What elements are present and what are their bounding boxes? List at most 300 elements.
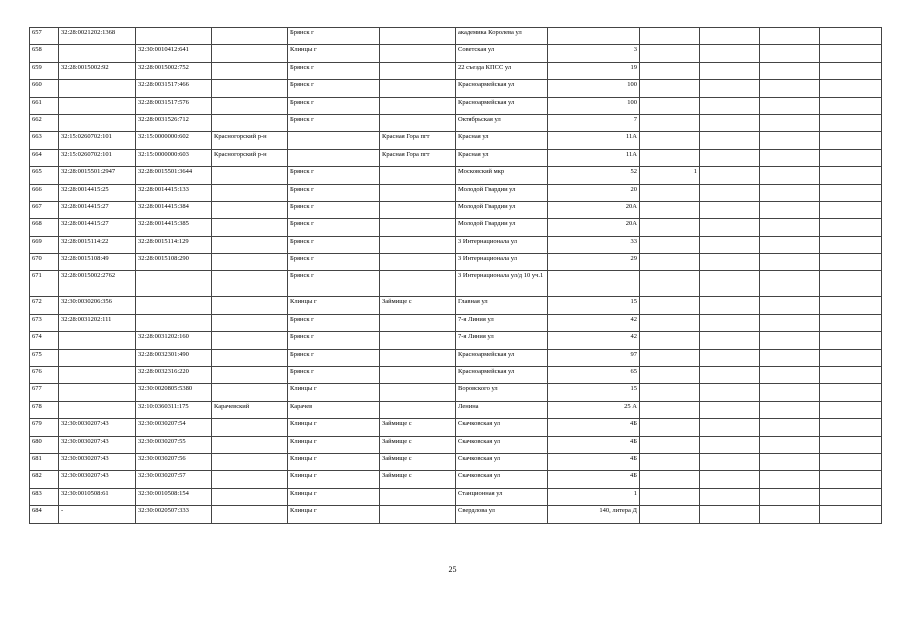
cell-city: Брянск г xyxy=(288,349,380,366)
cell-building xyxy=(640,62,700,79)
cell-building xyxy=(640,271,700,297)
table-row xyxy=(30,114,882,131)
cell-extra-2 xyxy=(760,297,820,314)
cell-object-cadastral-number: 32:28:0015108:290 xyxy=(136,254,212,271)
cell-extra-3 xyxy=(820,80,882,97)
cell-row-number: 667 xyxy=(30,201,59,218)
cell-settlement xyxy=(380,184,456,201)
cell-street: Красная ул xyxy=(456,132,548,149)
cell-land-cadastral-number: 32:28:0014415:27 xyxy=(59,201,136,218)
cell-street: Молодой Гвардии ул xyxy=(456,184,548,201)
cell-object-cadastral-number: 32:28:0032301:490 xyxy=(136,349,212,366)
cell-building xyxy=(640,219,700,236)
cell-extra-3 xyxy=(820,201,882,218)
cell-building xyxy=(640,97,700,114)
cell-house: 52 xyxy=(548,167,640,184)
cell-object-cadastral-number: 32:28:0031202:160 xyxy=(136,332,212,349)
cell-extra-3 xyxy=(820,236,882,253)
cell-row-number: 676 xyxy=(30,367,59,384)
cell-house: 19 xyxy=(548,62,640,79)
cell-land-cadastral-number: - xyxy=(59,506,136,523)
table-row xyxy=(30,314,882,331)
cell-district: Красногорский р-н xyxy=(212,132,288,149)
registry-table xyxy=(29,27,882,524)
cell-land-cadastral-number: 32:28:0015002:2762 xyxy=(59,271,136,297)
cell-street: Октябрьская ул xyxy=(456,114,548,131)
cell-settlement xyxy=(380,367,456,384)
cell-object-cadastral-number: 32:28:0014415:133 xyxy=(136,184,212,201)
cell-extra-2 xyxy=(760,184,820,201)
cell-object-cadastral-number xyxy=(136,314,212,331)
cell-street: Станционная ул xyxy=(456,488,548,505)
cell-settlement xyxy=(380,219,456,236)
table-row xyxy=(30,219,882,236)
cell-building xyxy=(640,419,700,436)
cell-city: Брянск г xyxy=(288,332,380,349)
cell-settlement: Красная Гора пгт xyxy=(380,149,456,166)
cell-extra-3 xyxy=(820,132,882,149)
cell-district xyxy=(212,314,288,331)
cell-extra-2 xyxy=(760,80,820,97)
cell-extra-3 xyxy=(820,219,882,236)
cell-land-cadastral-number: 32:30:0030207:43 xyxy=(59,436,136,453)
cell-building: 1 xyxy=(640,167,700,184)
cell-house: 65 xyxy=(548,367,640,384)
table-row xyxy=(30,236,882,253)
cell-house: 42 xyxy=(548,332,640,349)
cell-district xyxy=(212,201,288,218)
cell-extra-3 xyxy=(820,45,882,62)
cell-extra-2 xyxy=(760,201,820,218)
cell-object-cadastral-number: 32:30:0010508:154 xyxy=(136,488,212,505)
cell-extra-3 xyxy=(820,62,882,79)
cell-extra-1 xyxy=(700,184,760,201)
cell-street: Красноармейская ул xyxy=(456,97,548,114)
cell-settlement xyxy=(380,80,456,97)
cell-object-cadastral-number: 32:10:0360311:175 xyxy=(136,401,212,418)
cell-land-cadastral-number: 32:30:0030207:43 xyxy=(59,453,136,470)
cell-extra-1 xyxy=(700,436,760,453)
cell-city: Брянск г xyxy=(288,219,380,236)
cell-building xyxy=(640,332,700,349)
cell-district xyxy=(212,349,288,366)
cell-house: 20А xyxy=(548,219,640,236)
cell-street: Советская ул xyxy=(456,45,548,62)
cell-extra-2 xyxy=(760,149,820,166)
cell-settlement xyxy=(380,349,456,366)
cell-settlement xyxy=(380,254,456,271)
cell-object-cadastral-number: 32:30:0020507:333 xyxy=(136,506,212,523)
cell-street: Молодой Гвардии ул xyxy=(456,201,548,218)
cell-row-number: 680 xyxy=(30,436,59,453)
cell-city xyxy=(288,149,380,166)
cell-row-number: 684 xyxy=(30,506,59,523)
cell-extra-1 xyxy=(700,271,760,297)
cell-extra-1 xyxy=(700,45,760,62)
cell-row-number: 672 xyxy=(30,297,59,314)
cell-extra-2 xyxy=(760,167,820,184)
cell-house: 100 xyxy=(548,80,640,97)
table-row xyxy=(30,97,882,114)
cell-extra-3 xyxy=(820,314,882,331)
table-row xyxy=(30,28,882,45)
cell-building xyxy=(640,384,700,401)
cell-row-number: 683 xyxy=(30,488,59,505)
cell-street: Красноармейская ул xyxy=(456,367,548,384)
cell-building xyxy=(640,297,700,314)
cell-settlement xyxy=(380,236,456,253)
cell-settlement xyxy=(380,488,456,505)
cell-street: академика Королева ул xyxy=(456,28,548,45)
cell-extra-3 xyxy=(820,271,882,297)
cell-house: 1 xyxy=(548,488,640,505)
table-row xyxy=(30,436,882,453)
cell-extra-1 xyxy=(700,62,760,79)
cell-settlement: Займище с xyxy=(380,297,456,314)
table-row xyxy=(30,401,882,418)
cell-district xyxy=(212,471,288,488)
cell-extra-2 xyxy=(760,401,820,418)
cell-settlement xyxy=(380,97,456,114)
table-row xyxy=(30,419,882,436)
table-row xyxy=(30,167,882,184)
cell-extra-2 xyxy=(760,28,820,45)
cell-extra-1 xyxy=(700,254,760,271)
cell-settlement: Займище с xyxy=(380,419,456,436)
cell-city: Карачев xyxy=(288,401,380,418)
cell-extra-2 xyxy=(760,506,820,523)
cell-street: 3 Интернационала ул xyxy=(456,236,548,253)
cell-street: Скачковская ул xyxy=(456,436,548,453)
cell-district xyxy=(212,419,288,436)
cell-house: 25 А xyxy=(548,401,640,418)
cell-street: Ленина xyxy=(456,401,548,418)
cell-extra-2 xyxy=(760,453,820,470)
cell-building xyxy=(640,184,700,201)
cell-building xyxy=(640,236,700,253)
cell-extra-2 xyxy=(760,236,820,253)
cell-land-cadastral-number xyxy=(59,384,136,401)
cell-extra-2 xyxy=(760,97,820,114)
table-row xyxy=(30,62,882,79)
table-row xyxy=(30,184,882,201)
table-row xyxy=(30,80,882,97)
cell-land-cadastral-number: 32:30:0030206:356 xyxy=(59,297,136,314)
table-row xyxy=(30,332,882,349)
cell-object-cadastral-number: 32:30:0010412:641 xyxy=(136,45,212,62)
table-row xyxy=(30,488,882,505)
cell-row-number: 677 xyxy=(30,384,59,401)
cell-extra-3 xyxy=(820,254,882,271)
cell-extra-3 xyxy=(820,471,882,488)
cell-street: Красноармейская ул xyxy=(456,80,548,97)
cell-row-number: 657 xyxy=(30,28,59,45)
cell-district xyxy=(212,297,288,314)
cell-district xyxy=(212,384,288,401)
cell-object-cadastral-number: 32:30:0030207:56 xyxy=(136,453,212,470)
cell-house: 7 xyxy=(548,114,640,131)
cell-extra-2 xyxy=(760,367,820,384)
cell-district xyxy=(212,488,288,505)
table-row xyxy=(30,45,882,62)
cell-house xyxy=(548,28,640,45)
cell-settlement xyxy=(380,401,456,418)
cell-row-number: 681 xyxy=(30,453,59,470)
cell-row-number: 669 xyxy=(30,236,59,253)
cell-district xyxy=(212,184,288,201)
cell-extra-3 xyxy=(820,367,882,384)
cell-row-number: 668 xyxy=(30,219,59,236)
cell-district: Карачевский xyxy=(212,401,288,418)
cell-building xyxy=(640,367,700,384)
cell-district xyxy=(212,506,288,523)
cell-city xyxy=(288,132,380,149)
cell-city: Брянск г xyxy=(288,62,380,79)
cell-land-cadastral-number xyxy=(59,114,136,131)
cell-city: Клинцы г xyxy=(288,45,380,62)
cell-land-cadastral-number: 32:28:0015108:49 xyxy=(59,254,136,271)
cell-settlement xyxy=(380,314,456,331)
cell-extra-1 xyxy=(700,419,760,436)
cell-extra-1 xyxy=(700,28,760,45)
cell-house: 11А xyxy=(548,149,640,166)
table-row xyxy=(30,349,882,366)
table-row xyxy=(30,384,882,401)
cell-house: 20 xyxy=(548,184,640,201)
cell-object-cadastral-number: 32:28:0015114:129 xyxy=(136,236,212,253)
cell-extra-1 xyxy=(700,219,760,236)
cell-city: Клинцы г xyxy=(288,506,380,523)
cell-district: Красногорский р-н xyxy=(212,149,288,166)
cell-land-cadastral-number: 32:28:0014415:25 xyxy=(59,184,136,201)
table-row xyxy=(30,132,882,149)
cell-city: Клинцы г xyxy=(288,419,380,436)
cell-building xyxy=(640,45,700,62)
cell-extra-3 xyxy=(820,28,882,45)
cell-house: 100 xyxy=(548,97,640,114)
cell-extra-3 xyxy=(820,419,882,436)
cell-city: Клинцы г xyxy=(288,471,380,488)
cell-object-cadastral-number: 32:30:0030207:57 xyxy=(136,471,212,488)
cell-district xyxy=(212,453,288,470)
cell-settlement xyxy=(380,62,456,79)
cell-extra-1 xyxy=(700,332,760,349)
cell-building xyxy=(640,453,700,470)
cell-object-cadastral-number: 32:30:0030207:54 xyxy=(136,419,212,436)
cell-extra-1 xyxy=(700,506,760,523)
cell-building xyxy=(640,314,700,331)
cell-street: 22 съезда КПСС ул xyxy=(456,62,548,79)
cell-city: Брянск г xyxy=(288,236,380,253)
cell-land-cadastral-number: 32:28:0015501:2947 xyxy=(59,167,136,184)
cell-extra-2 xyxy=(760,488,820,505)
cell-city: Брянск г xyxy=(288,184,380,201)
cell-city: Брянск г xyxy=(288,114,380,131)
cell-extra-3 xyxy=(820,349,882,366)
table-row xyxy=(30,506,882,523)
cell-district xyxy=(212,80,288,97)
cell-street: Главная ул xyxy=(456,297,548,314)
cell-extra-2 xyxy=(760,471,820,488)
cell-district xyxy=(212,367,288,384)
cell-object-cadastral-number: 32:30:0030207:55 xyxy=(136,436,212,453)
table-row xyxy=(30,254,882,271)
table-row xyxy=(30,453,882,470)
cell-land-cadastral-number: 32:28:0014415:27 xyxy=(59,219,136,236)
cell-extra-1 xyxy=(700,401,760,418)
cell-building xyxy=(640,471,700,488)
cell-house: 4Б xyxy=(548,471,640,488)
cell-extra-3 xyxy=(820,401,882,418)
cell-land-cadastral-number xyxy=(59,401,136,418)
cell-street: Красная ул xyxy=(456,149,548,166)
cell-object-cadastral-number xyxy=(136,271,212,297)
cell-land-cadastral-number: 32:30:0030207:43 xyxy=(59,471,136,488)
cell-street: 7-я Линия ул xyxy=(456,314,548,331)
cell-land-cadastral-number xyxy=(59,367,136,384)
cell-row-number: 666 xyxy=(30,184,59,201)
cell-district xyxy=(212,271,288,297)
cell-land-cadastral-number: 32:28:0015002:92 xyxy=(59,62,136,79)
cell-row-number: 671 xyxy=(30,271,59,297)
cell-land-cadastral-number: 32:28:0031202:111 xyxy=(59,314,136,331)
cell-extra-3 xyxy=(820,167,882,184)
cell-settlement xyxy=(380,506,456,523)
cell-extra-2 xyxy=(760,219,820,236)
table-row xyxy=(30,149,882,166)
cell-extra-1 xyxy=(700,488,760,505)
cell-house: 4Б xyxy=(548,453,640,470)
cell-building xyxy=(640,201,700,218)
cell-building xyxy=(640,114,700,131)
cell-street: 3 Интернационала ул/д 10 уч.1 xyxy=(456,271,548,297)
cell-extra-2 xyxy=(760,271,820,297)
cell-object-cadastral-number: 32:15:0000000:602 xyxy=(136,132,212,149)
table-row xyxy=(30,471,882,488)
cell-district xyxy=(212,167,288,184)
cell-district xyxy=(212,62,288,79)
cell-extra-1 xyxy=(700,201,760,218)
cell-extra-1 xyxy=(700,384,760,401)
cell-house: 140, литера Д xyxy=(548,506,640,523)
cell-land-cadastral-number: 32:28:0021202:1368 xyxy=(59,28,136,45)
cell-land-cadastral-number xyxy=(59,332,136,349)
cell-object-cadastral-number: 32:28:0031526:712 xyxy=(136,114,212,131)
cell-house: 33 xyxy=(548,236,640,253)
cell-object-cadastral-number: 32:30:0020805:5380 xyxy=(136,384,212,401)
cell-row-number: 678 xyxy=(30,401,59,418)
cell-extra-2 xyxy=(760,62,820,79)
cell-extra-3 xyxy=(820,384,882,401)
cell-extra-2 xyxy=(760,314,820,331)
cell-object-cadastral-number xyxy=(136,28,212,45)
cell-extra-2 xyxy=(760,419,820,436)
cell-object-cadastral-number: 32:28:0031517:466 xyxy=(136,80,212,97)
cell-land-cadastral-number: 32:28:0015114:22 xyxy=(59,236,136,253)
cell-row-number: 682 xyxy=(30,471,59,488)
cell-street: 7-я Линия ул xyxy=(456,332,548,349)
cell-extra-1 xyxy=(700,453,760,470)
cell-object-cadastral-number: 32:15:0000000:603 xyxy=(136,149,212,166)
cell-city: Брянск г xyxy=(288,28,380,45)
cell-city: Клинцы г xyxy=(288,436,380,453)
cell-house xyxy=(548,271,640,297)
cell-district xyxy=(212,114,288,131)
cell-settlement xyxy=(380,28,456,45)
cell-district xyxy=(212,236,288,253)
cell-row-number: 662 xyxy=(30,114,59,131)
cell-land-cadastral-number: 32:15:0260702:101 xyxy=(59,149,136,166)
cell-district xyxy=(212,97,288,114)
cell-extra-1 xyxy=(700,367,760,384)
cell-district xyxy=(212,254,288,271)
cell-extra-2 xyxy=(760,132,820,149)
cell-row-number: 659 xyxy=(30,62,59,79)
cell-settlement xyxy=(380,332,456,349)
cell-object-cadastral-number: 32:28:0015002:752 xyxy=(136,62,212,79)
cell-street: 3 Интернационала ул xyxy=(456,254,548,271)
cell-street: Свердлова ул xyxy=(456,506,548,523)
cell-city: Брянск г xyxy=(288,271,380,297)
cell-extra-3 xyxy=(820,436,882,453)
cell-row-number: 675 xyxy=(30,349,59,366)
cell-city: Клинцы г xyxy=(288,488,380,505)
table-body xyxy=(30,28,882,524)
cell-house: 4Б xyxy=(548,436,640,453)
cell-building xyxy=(640,132,700,149)
cell-street: Молодой Гвардии ул xyxy=(456,219,548,236)
cell-building xyxy=(640,254,700,271)
cell-city: Брянск г xyxy=(288,167,380,184)
cell-extra-2 xyxy=(760,349,820,366)
cell-object-cadastral-number: 32:28:0015501:3644 xyxy=(136,167,212,184)
cell-extra-1 xyxy=(700,297,760,314)
cell-city: Брянск г xyxy=(288,254,380,271)
cell-city: Клинцы г xyxy=(288,453,380,470)
cell-extra-3 xyxy=(820,184,882,201)
cell-extra-1 xyxy=(700,149,760,166)
cell-row-number: 674 xyxy=(30,332,59,349)
cell-house: 3 xyxy=(548,45,640,62)
cell-house: 11А xyxy=(548,132,640,149)
cell-city: Брянск г xyxy=(288,201,380,218)
cell-row-number: 679 xyxy=(30,419,59,436)
cell-object-cadastral-number xyxy=(136,297,212,314)
cell-extra-2 xyxy=(760,384,820,401)
cell-row-number: 670 xyxy=(30,254,59,271)
cell-building xyxy=(640,488,700,505)
cell-land-cadastral-number xyxy=(59,45,136,62)
cell-district xyxy=(212,45,288,62)
cell-extra-3 xyxy=(820,97,882,114)
cell-row-number: 665 xyxy=(30,167,59,184)
cell-house: 20А xyxy=(548,201,640,218)
cell-row-number: 664 xyxy=(30,149,59,166)
cell-extra-3 xyxy=(820,332,882,349)
page-number: 25 xyxy=(448,565,457,574)
cell-district xyxy=(212,332,288,349)
cell-building xyxy=(640,80,700,97)
cell-city: Брянск г xyxy=(288,367,380,384)
cell-land-cadastral-number: 32:15:0260702:101 xyxy=(59,132,136,149)
cell-object-cadastral-number: 32:28:0031517:576 xyxy=(136,97,212,114)
cell-extra-3 xyxy=(820,488,882,505)
cell-street: Скачковская ул xyxy=(456,419,548,436)
cell-house: 42 xyxy=(548,314,640,331)
table-row xyxy=(30,297,882,314)
cell-district xyxy=(212,28,288,45)
cell-settlement xyxy=(380,201,456,218)
